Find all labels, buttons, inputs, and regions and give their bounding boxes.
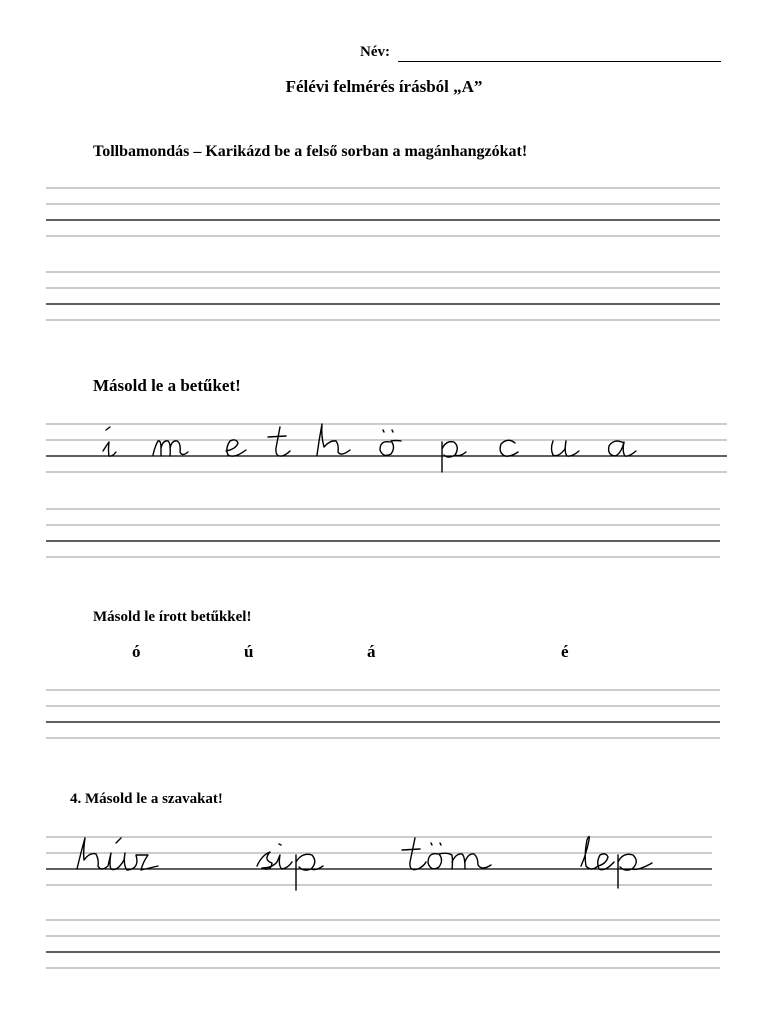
cursive-letter-h (317, 424, 350, 455)
cursive-letter-t (268, 427, 290, 456)
cursive-letter-p (442, 442, 466, 472)
cursive-word-lep (581, 837, 652, 889)
printed-letter: ó (132, 642, 141, 661)
printed-letter: é (561, 642, 569, 661)
cursive-word-tom (402, 838, 491, 870)
name-label: Név: (360, 44, 390, 60)
copy-written-instruction: Másold le írott betűkkel! (93, 609, 252, 625)
cursive-letter-i (103, 427, 116, 456)
copy-words-instruction: 4. Másold le a szavakat! (70, 791, 223, 807)
cursive-letter-m (153, 441, 188, 456)
cursive-letter-c (500, 440, 518, 456)
cursive-word-huz (77, 838, 158, 870)
copy-letters-instruction: Másold le a betűket! (93, 376, 241, 395)
printed-letter: ú (244, 642, 254, 661)
cursive-letter-a (609, 441, 636, 456)
printed-letter: á (367, 642, 376, 661)
page-title: Félévi felmérés írásból „A” (285, 77, 483, 96)
cursive-letter-o-umlaut (380, 430, 401, 455)
cursive-letter-e (226, 440, 246, 456)
cursive-word-sip (257, 844, 323, 890)
dictation-instruction: Tollbamondás – Karikázd be a felső sorban a magánhangzókat! (93, 143, 528, 160)
cursive-letter-u (552, 441, 580, 456)
